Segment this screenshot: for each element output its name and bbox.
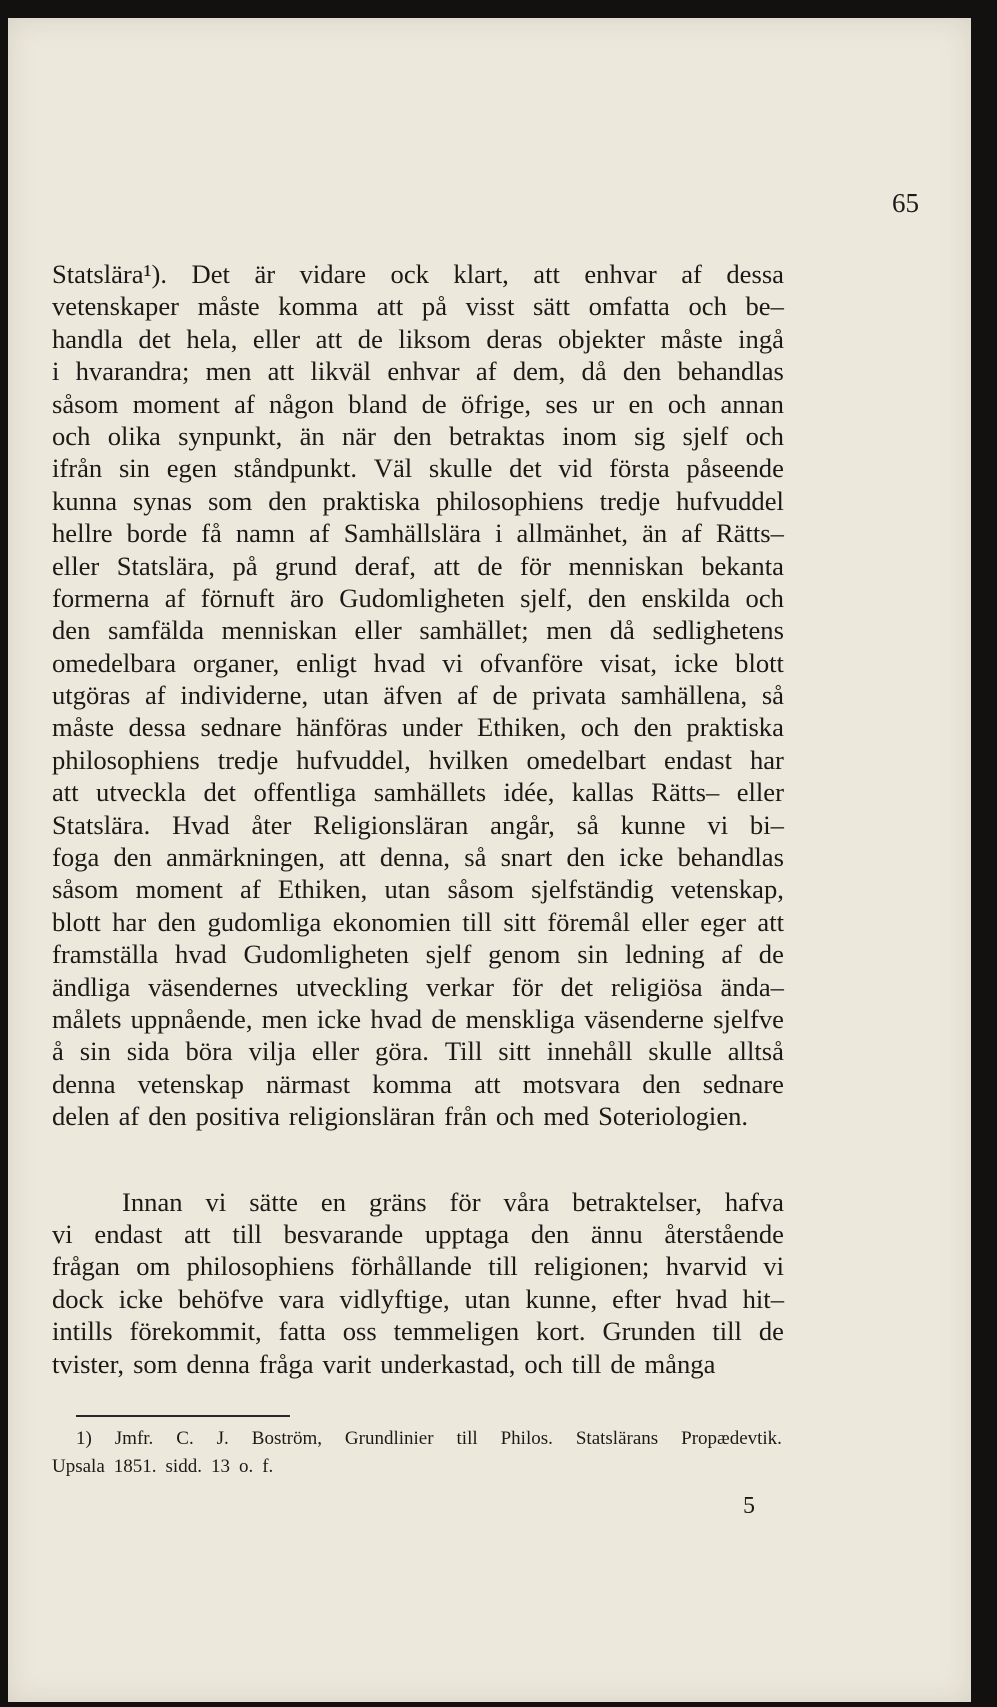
text-line: hellre borde få namn af Samhällslära i allmänhet, än af Rätts–: [52, 518, 784, 549]
text-line: vi endast att till besvarande upptaga den ännu återstående: [52, 1218, 784, 1249]
text-line: måste dessa sednare hänföras under Ethiken, och den praktiska: [52, 712, 784, 743]
text-line: Statslära¹). Det är vidare ock klart, att enhvar af dessa: [52, 259, 784, 289]
text-line: frågan om philosophiens förhållande till religionen; hvarvid vi: [52, 1251, 784, 1282]
text-line: ifrån sin egen ståndpunkt. Väl skulle det vid första påseende: [52, 453, 784, 484]
text-line: omedelbara organer, enligt hvad vi ofvanföre visat, icke blott: [52, 647, 784, 678]
text-line: denna vetenskap närmast komma att motsvara den sednare: [52, 1068, 784, 1099]
text-line: målets uppnående, men icke hvad de menskliga väsenderne sjelfve: [52, 1003, 784, 1034]
footnote-separator: [76, 1415, 290, 1417]
text-line: vetenskaper måste komma att på visst sätt omfatta och be–: [52, 291, 784, 322]
text-line: såsom moment af någon bland de öfrige, ses ur en och annan: [52, 388, 784, 419]
body-text: [52, 258, 784, 1380]
page-number: 65: [892, 188, 919, 218]
text-line: foga den anmärkningen, att denna, så snart den icke behandlas: [52, 842, 784, 873]
text-line: kunna synas som den praktiska philosophiens tredje hufvuddel: [52, 485, 784, 516]
text-line: intills förekommit, fatta oss temmeligen kort. Grunden till de: [52, 1316, 784, 1347]
text-line: Statslära. Hvad åter Religionsläran angår, så kunne vi bi–: [52, 809, 784, 840]
book-page: [8, 18, 971, 1702]
text-line: Upsala 1851. sidd. 13 o. f.: [52, 1456, 274, 1477]
text-line: 1) Jmfr. C. J. Boström, Grundlinier till Philos. Statslärans Propædevtik.: [76, 1428, 782, 1449]
text-line: dock icke behöfve vara vidlyftige, utan kunne, efter hvad hit–: [52, 1283, 784, 1314]
text-line: delen af den positiva religionsläran från och med Soteriologien.: [52, 1101, 749, 1132]
text-line: ändliga väsendernes utveckling verkar för det religiösa ända–: [52, 971, 784, 1002]
text-line: utgöras af individerne, utan äfven af de privata samhällena, så: [52, 680, 784, 711]
footnote: [52, 1425, 782, 1481]
text-line: handla det hela, eller att de liksom deras objekter måste ingå: [52, 323, 784, 354]
text-line: Innan vi sätte en gräns för våra betraktelser, hafva: [122, 1186, 784, 1217]
text-line: eller Statslära, på grund deraf, att de för menniskan bekanta: [52, 550, 784, 581]
signature-mark: 5: [743, 1493, 755, 1519]
text-line: och olika synpunkt, än när den betraktas inom sig sjelf och: [52, 420, 784, 451]
text-line: blott har den gudomliga ekonomien till sitt föremål eller eger att: [52, 906, 784, 937]
text-line: formerna af förnuft äro Gudomligheten sjelf, den enskilda och: [52, 582, 784, 613]
text-line: å sin sida böra vilja eller göra. Till sitt innehåll skulle alltså: [52, 1036, 784, 1067]
text-line: den samfälda menniskan eller samhället; men då sedlighetens: [52, 615, 784, 646]
text-line: philosophiens tredje hufvuddel, hvilken omedelbart endast har: [52, 744, 784, 775]
text-line: framställa hvad Gudomligheten sjelf genom sin ledning af de: [52, 939, 784, 970]
text-line: såsom moment af Ethiken, utan såsom sjelfständig vetenskap,: [52, 874, 784, 905]
text-line: i hvarandra; men att likväl enhvar af dem, då den behandlas: [52, 356, 784, 387]
text-line: tvister, som denna fråga varit underkastad, och till de många: [52, 1348, 716, 1379]
text-line: att utveckla det offentliga samhällets idée, kallas Rätts– eller: [52, 777, 784, 808]
